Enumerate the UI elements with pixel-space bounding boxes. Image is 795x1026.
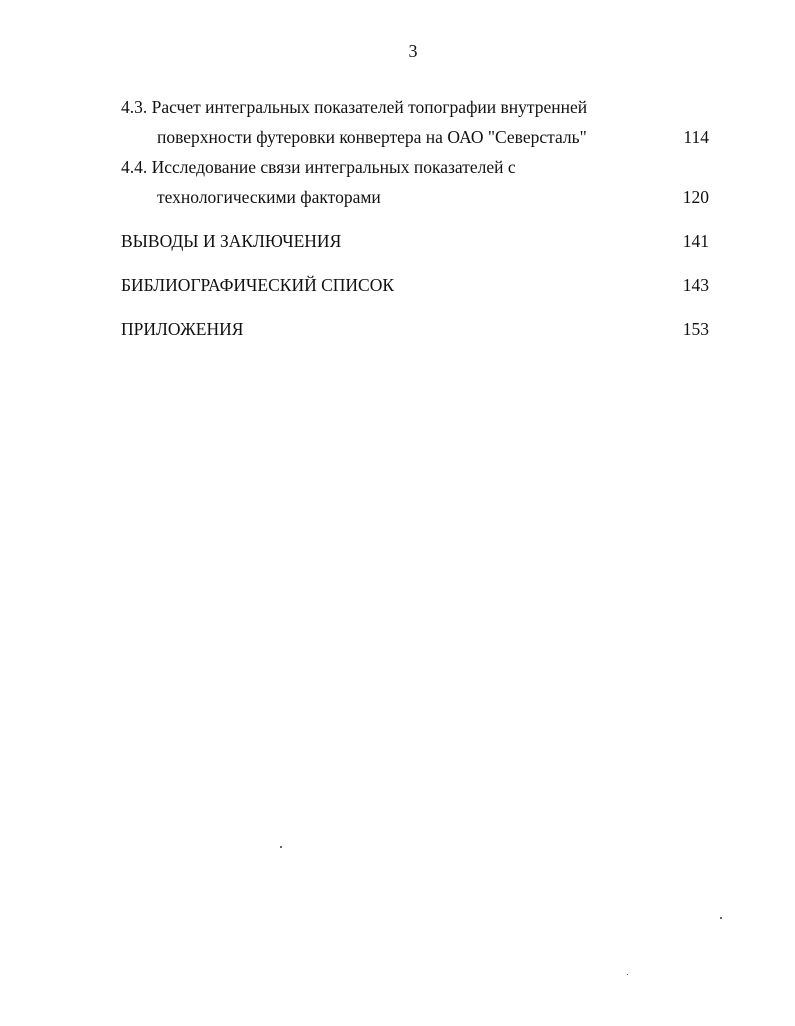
toc-entry-page: 143 [682, 275, 709, 295]
toc-entry-appendices [121, 314, 709, 344]
toc-entry-bibliography [121, 270, 709, 300]
toc-entry-title-line2: поверхности футеровки конвертера на ОАО "Северсталь" [157, 127, 587, 147]
toc-entry-4-4 [121, 152, 709, 212]
toc-entry-title: ПРИЛОЖЕНИЯ [121, 319, 244, 339]
toc-entry-page: 141 [682, 231, 709, 251]
scan-speck [720, 917, 722, 919]
toc-entry-title-line2: технологическими факторами [157, 187, 381, 207]
toc-entry-title-line1: 4.3. Расчет интегральных показателей топографии внутренней [121, 97, 588, 117]
scan-speck [280, 846, 282, 848]
toc-entry-page: 120 [682, 187, 709, 207]
scan-speck [627, 974, 628, 975]
toc-entry-page: 153 [682, 319, 709, 339]
toc-entry-title: ВЫВОДЫ И ЗАКЛЮЧЕНИЯ [121, 231, 342, 251]
page-number: 3 [408, 41, 418, 61]
table-of-contents [121, 92, 709, 344]
toc-entry-4-3 [121, 92, 709, 152]
toc-entry-title-line1: 4.4. Исследование связи интегральных показателей с [121, 157, 516, 177]
toc-entry-title: БИБЛИОГРАФИЧЕСКИЙ СПИСОК [121, 275, 395, 295]
toc-entry-conclusions [121, 226, 709, 256]
toc-entry-page: 114 [683, 127, 709, 147]
